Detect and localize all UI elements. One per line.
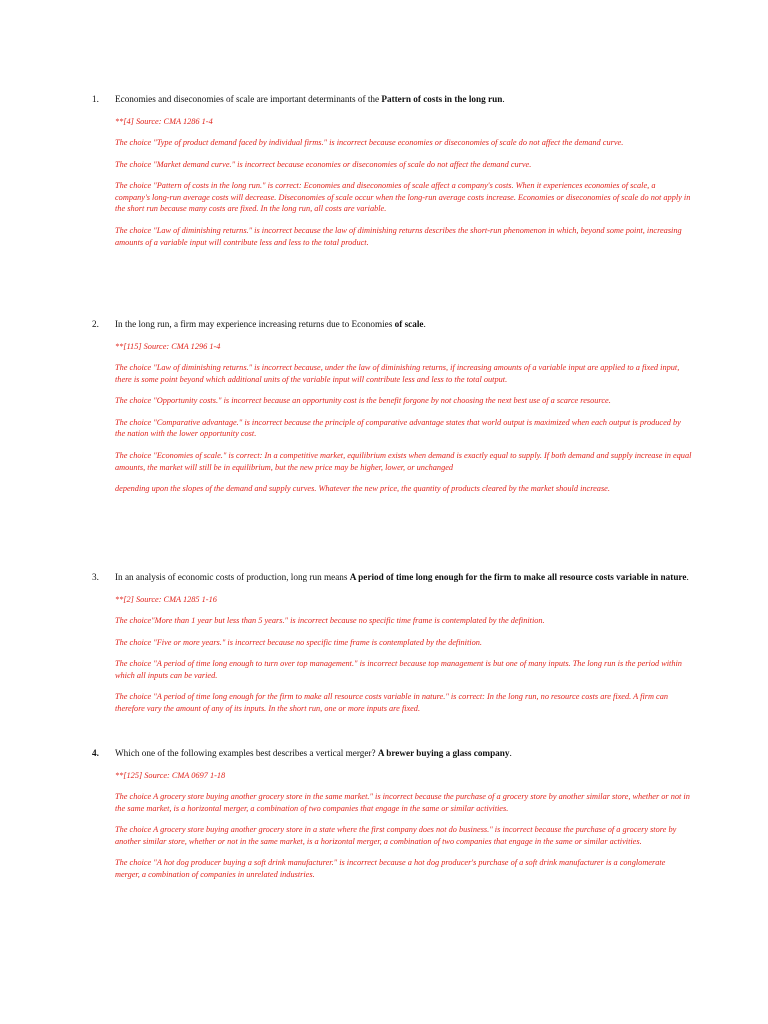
stem-end: . [509,748,512,758]
source-line: **[115] Source: CMA 1296 1-4 [115,341,221,351]
question-stem [92,572,692,584]
question-3 [92,572,692,715]
explanation: The choice "Five or more years." is incorrect because no specific time frame is contemplated by the definition. [115,637,482,647]
question-number: 4. [92,748,99,758]
stem-end: . [423,319,426,329]
stem-text: Which one of the following examples best describes a vertical merger? [115,748,378,758]
correct-answer: of scale [394,319,424,329]
explanation: The choice A grocery store buying another grocery store in a state where the first company does not do business." is incorrect because the purchase of a grocery store by another similar store, whether or not in the same market, is a horizontal merger, a combination of two companies that engage in the same or similar activities. [115,825,677,846]
stem-end: . [686,572,689,582]
explanation: The choice "Comparative advantage." is incorrect because the principle of comparative advantage states that world output is maximized when each output is produced by the nation with the lower opportunity cost. [115,417,681,439]
question-4 [92,748,692,881]
source-line: **[2] Source: CMA 1285 1-16 [115,594,217,604]
question-stem [92,319,692,331]
explanation: The choice "A period of time long enough to turn over top management." is incorrect because top management is but one of many inputs. The long run is the period within which all inputs can be varied. [115,659,682,680]
question-number: 2. [92,319,99,329]
explanation: The choice "A hot dog producer buying a soft drink manufacturer." is incorrect because a hot dog producer's purchase of a soft drink manufacturer is a conglomerate merger, a combination of companies in unrelated industries. [115,858,666,880]
stem-text: In the long run, a firm may experience increasing returns due to Economies [115,319,395,329]
explanation: The choice "A period of time long enough for the firm to make all resource costs variable in nature." is correct: In the long run, no resource costs are fixed. A firm can therefore vary the amount of any of its inputs. In the short run, one or more inputs are fixed. [115,692,669,714]
explanation: The choice"More than 1 year but less than 5 years." is incorrect because no specific time frame is contemplated by the definition. [115,616,545,626]
correct-answer: Pattern of costs in the long run [381,94,503,104]
stem-text: In an analysis of economic costs of production, long run means [115,572,350,582]
explanation: The choice A grocery store buying another grocery store in the same market." is incorrect because the purchase of a grocery store by another similar store, whether or not in the same market, is a horizontal merger, a combination of two companies that engage in the same or similar activities. [115,792,690,813]
explanation: depending upon the slopes of the demand and supply curves. Whatever the new price, the quantity of products cleared by the market should increase. [115,484,610,494]
explanation: The choice "Type of product demand faced by individual firms." is incorrect because economies or diseconomies of scale do not affect the demand curve. [115,138,624,148]
question-stem [92,748,692,760]
stem-end: . [502,94,505,104]
source-line: **[125] Source: CMA 0697 1-18 [115,770,226,780]
explanation: The choice "Pattern of costs in the long run." is correct: Economies and diseconomies of scale affect a company's costs. When it experiences economies of scale, a company's long-run average costs will decrease. Diseconomies of scale occur when the long-run average costs increase. Economies or diseconomies of scale do not apply in the short run because many costs are fixed. In the long run, all costs are variable. [115,181,691,214]
question-2 [92,319,692,495]
explanation: The choice "Law of diminishing returns." is incorrect because the law of diminishing returns describes the short-run phenomenon in which, beyond some point, increasing amounts of a variable input will contribute less and less to the total product. [115,226,682,247]
question-stem [92,94,692,106]
explanation: The choice "Market demand curve." is incorrect because economies or diseconomies of scale do not affect the demand curve. [115,159,532,169]
question-1 [92,94,692,248]
question-number: 3. [92,572,99,582]
correct-answer: A period of time long enough for the firm to make all resource costs variable in nature [349,572,687,582]
correct-answer: A brewer buying a glass company [377,748,510,758]
question-number: 1. [92,94,99,104]
source-line: **[4] Source: CMA 1286 1-4 [115,116,213,126]
explanation: The choice "Economies of scale." is correct: In a competitive market, equilibrium exists when demand is exactly equal to supply. If both demand and supply increase in equal amounts, the market will still be in equilibrium, but the new price may be higher, lower, or unchanged [115,451,692,472]
stem-text: Economies and diseconomies of scale are important determinants of the [115,94,382,104]
explanation: The choice "Law of diminishing returns." is incorrect because, under the law of diminishing returns, if increasing amounts of a variable input are applied to a fixed input, there is some point beyond which additional units of the variable input will contribute less and less to the total output. [115,363,680,384]
explanation: The choice "Opportunity costs." is incorrect because an opportunity cost is the benefit forgone by not choosing the next best use of a scarce resource. [115,396,611,406]
